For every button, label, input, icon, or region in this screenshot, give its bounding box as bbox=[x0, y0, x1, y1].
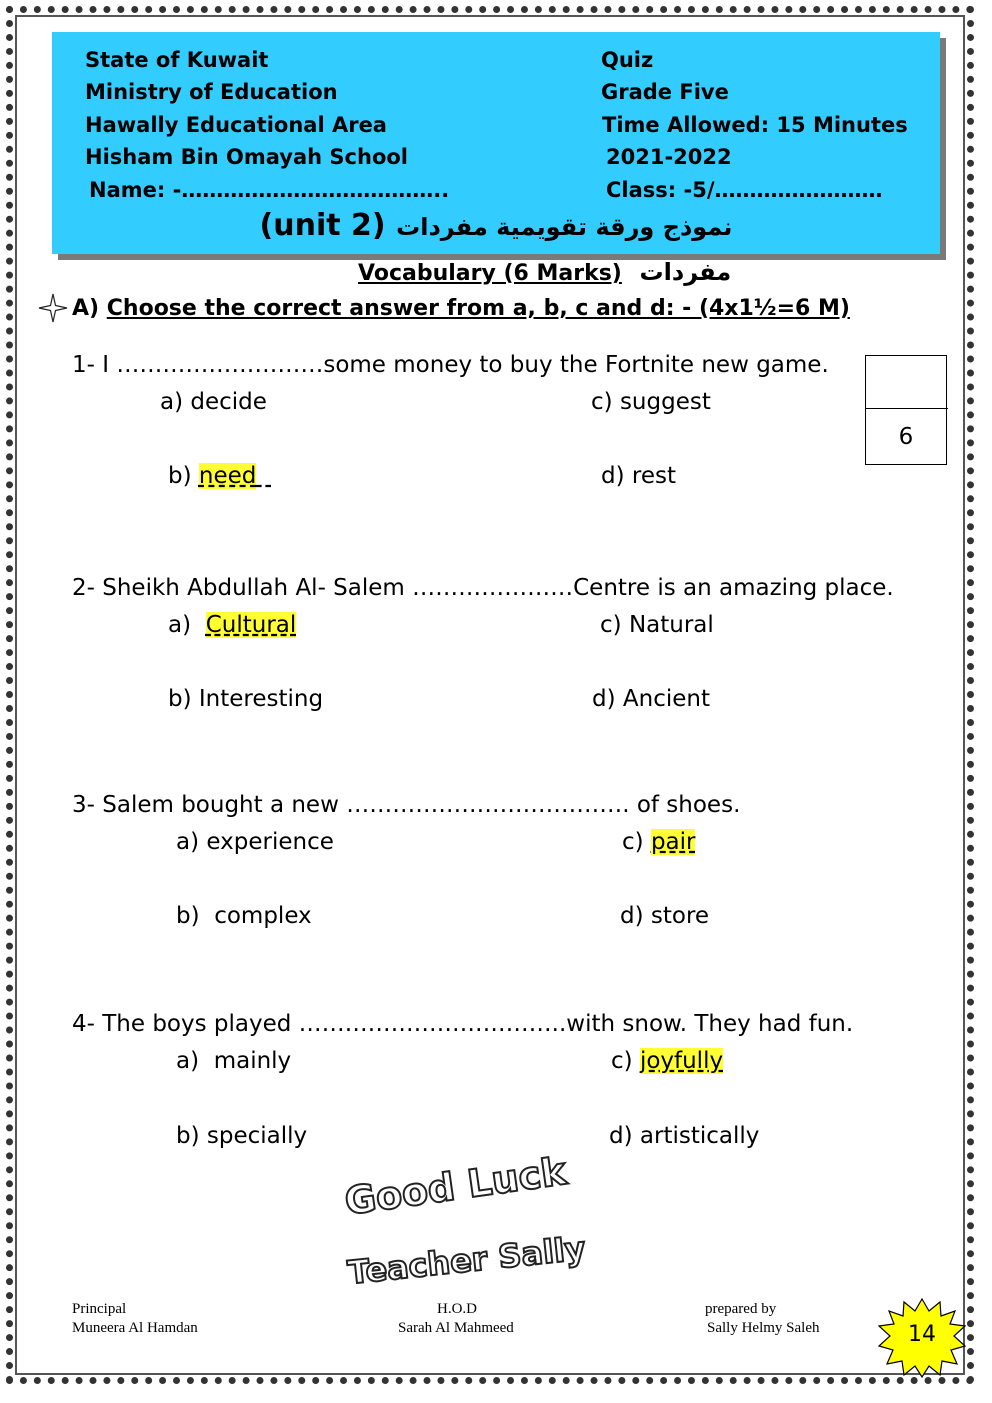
option-letter: a) bbox=[176, 829, 200, 855]
header-ministry: Ministry of Education bbox=[85, 80, 338, 104]
q4-option-d[interactable] bbox=[609, 1123, 759, 1149]
question-3: 3- Salem bought a new ………………………………. of shoes. bbox=[72, 792, 741, 818]
option-letter: c) bbox=[591, 389, 613, 415]
option-letter: a) bbox=[168, 612, 192, 638]
q4-option-c[interactable] bbox=[611, 1048, 723, 1074]
header-year: 2021-2022 bbox=[606, 145, 732, 169]
instruction-letter: A) bbox=[72, 296, 100, 321]
q3-option-d[interactable] bbox=[620, 903, 709, 929]
option-letter: d) bbox=[592, 686, 616, 712]
option-letter: d) bbox=[601, 463, 625, 489]
hod-name: Sarah Al Mahmeed bbox=[398, 1320, 514, 1336]
q4-option-b[interactable] bbox=[176, 1123, 307, 1149]
option-letter: c) bbox=[611, 1048, 633, 1074]
q2-option-b[interactable] bbox=[168, 686, 323, 712]
page-number: 14 bbox=[908, 1322, 936, 1347]
principal-title: Principal bbox=[72, 1301, 127, 1317]
q2-option-c[interactable] bbox=[600, 612, 714, 638]
q3-option-c[interactable] bbox=[622, 829, 695, 855]
header-school: Hisham Bin Omayah School bbox=[85, 145, 409, 169]
option-text: store bbox=[650, 903, 710, 929]
q4-option-a[interactable] bbox=[176, 1048, 291, 1074]
hod-title: H.O.D bbox=[437, 1301, 477, 1317]
option-text: decide bbox=[190, 389, 267, 415]
good-luck-text: Good Luck bbox=[342, 1148, 569, 1224]
question-4: 4- The boys played ……………………………..with snow. They had fun. bbox=[72, 1011, 854, 1037]
score-value: 6 bbox=[898, 424, 914, 450]
option-text: rest bbox=[631, 463, 676, 489]
option-text: mainly bbox=[213, 1048, 292, 1074]
option-text: complex bbox=[214, 903, 312, 929]
option-letter: b) bbox=[168, 463, 192, 489]
instruction-text: Choose the correct answer from a, b, c and d: - (4x1½=6 M) bbox=[106, 296, 850, 321]
page-title bbox=[0, 208, 992, 243]
option-letter: b) bbox=[176, 903, 200, 929]
instruction bbox=[72, 296, 850, 321]
star-icon bbox=[38, 293, 68, 323]
q2-option-d[interactable] bbox=[592, 686, 710, 712]
q1-option-b[interactable] bbox=[168, 463, 271, 489]
teacher-sally-text: Teacher Sally bbox=[346, 1229, 588, 1292]
vocab-title: Vocabulary (6 Marks) bbox=[358, 261, 622, 286]
q1-option-d[interactable] bbox=[601, 463, 676, 489]
option-letter: b) bbox=[176, 1123, 200, 1149]
prepared-title: prepared by bbox=[705, 1301, 777, 1317]
option-letter: a) bbox=[160, 389, 184, 415]
q1-option-a[interactable] bbox=[160, 389, 267, 415]
question-2: 2- Sheikh Abdullah Al- Salem …………………Centre is an amazing place. bbox=[72, 575, 894, 601]
prepared-name: Sally Helmy Saleh bbox=[707, 1320, 820, 1336]
score-divider bbox=[866, 408, 948, 409]
q1-option-c[interactable] bbox=[591, 389, 711, 415]
option-text: Ancient bbox=[622, 686, 710, 712]
header-time: Time Allowed: 15 Minutes bbox=[602, 113, 908, 137]
q2-option-a[interactable] bbox=[168, 612, 296, 638]
option-text: Natural bbox=[628, 612, 714, 638]
header-country: State of Kuwait bbox=[85, 48, 269, 72]
principal-name: Muneera Al Hamdan bbox=[72, 1320, 198, 1336]
correct-answer: Cultural bbox=[205, 612, 297, 638]
option-letter: a) bbox=[176, 1048, 200, 1074]
vocab-arabic: مفردات bbox=[639, 258, 732, 286]
option-letter: b) bbox=[168, 686, 192, 712]
name-field[interactable]: Name: -……………………………….. bbox=[89, 178, 450, 202]
title-unit: (unit 2) bbox=[259, 208, 386, 243]
option-letter: d) bbox=[620, 903, 644, 929]
correct-answer: pair bbox=[650, 829, 696, 855]
option-letter: c) bbox=[600, 612, 622, 638]
header-quiz: Quiz bbox=[601, 48, 654, 72]
option-text: artistically bbox=[639, 1123, 760, 1149]
option-letter: c) bbox=[622, 829, 644, 855]
q3-option-a[interactable] bbox=[176, 829, 334, 855]
option-letter: d) bbox=[609, 1123, 633, 1149]
question-1: 1- I ………………………some money to buy the Fortnite new game. bbox=[72, 352, 829, 378]
title-arabic: نموذج ورقة تقويمية مفردات bbox=[396, 213, 733, 241]
correct-answer: joyfully bbox=[639, 1048, 724, 1074]
q3-option-b[interactable] bbox=[176, 903, 312, 929]
correct-answer: need bbox=[198, 463, 257, 489]
class-field[interactable]: Class: -5/…………………… bbox=[606, 178, 883, 202]
option-text: suggest bbox=[619, 389, 711, 415]
option-text: experience bbox=[206, 829, 334, 855]
option-text: Interesting bbox=[198, 686, 324, 712]
section-title bbox=[358, 258, 731, 286]
option-text: specially bbox=[206, 1123, 308, 1149]
header-area: Hawally Educational Area bbox=[85, 113, 387, 137]
header-grade: Grade Five bbox=[601, 80, 729, 104]
